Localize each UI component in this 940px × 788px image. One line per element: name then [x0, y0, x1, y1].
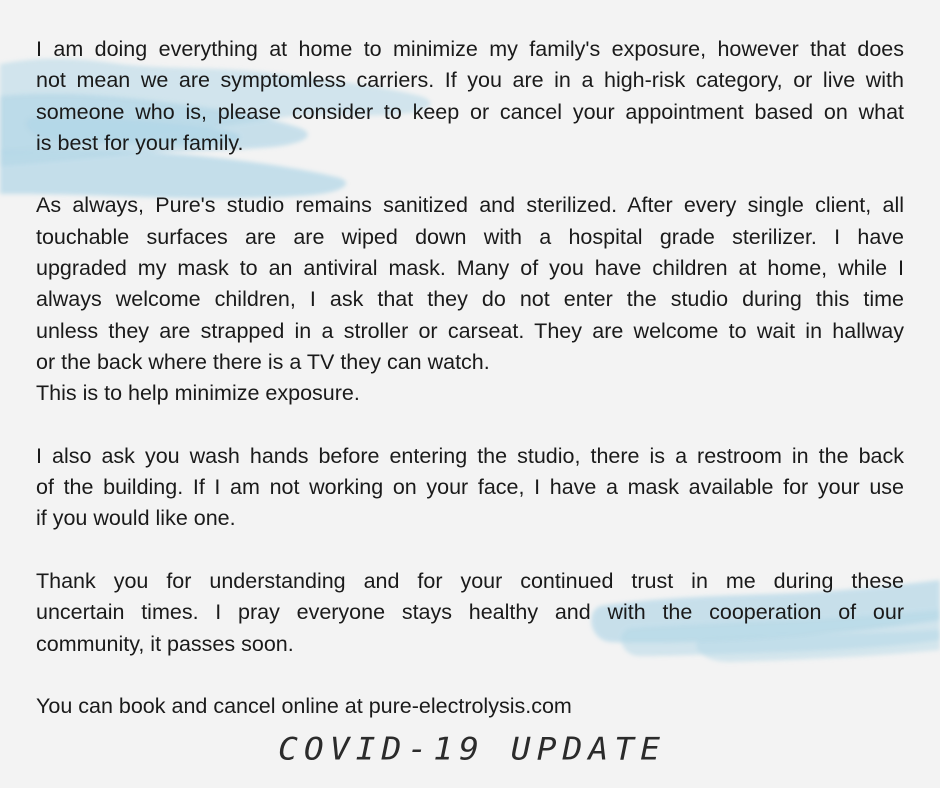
text-line: of the building. If I am not working on your face, I have a mask available for your use — [36, 475, 904, 500]
text-line: community, it passes soon. — [36, 631, 294, 656]
booking-line: You can book and cancel online at pure-electrolysis.com — [36, 694, 572, 719]
text-line: As always, Pure's studio remains sanitized and sterilized. After every single client, all — [36, 193, 904, 218]
text-line: upgraded my mask to an antiviral mask. Many of you have children at home, while I — [36, 256, 904, 281]
text-line: or the back where there is a TV they can watch. — [36, 349, 490, 374]
text-line: This is to help minimize exposure. — [36, 381, 360, 406]
text-line: I am doing everything at home to minimize my family's exposure, however that does — [36, 37, 904, 61]
text-line: uncertain times. I pray everyone stays healthy and with the cooperation of our — [36, 600, 904, 625]
text-line: someone who is, please consider to keep or cancel your appointment based on what — [36, 99, 904, 124]
text-line: is best for your family. — [36, 130, 244, 155]
text-line: not mean we are symptomless carriers. If you are in a high-risk category, or live with — [36, 68, 904, 93]
page-title: COVID-19 UPDATE — [278, 730, 667, 768]
paragraph-exposure — [36, 34, 904, 159]
paragraph-thanks — [36, 566, 904, 660]
notice-body — [36, 34, 904, 723]
paragraph-handwashing — [36, 441, 904, 535]
text-line: touchable surfaces are are wiped down with a hospital grade sterilizer. I have — [36, 224, 904, 249]
text-line: I also ask you wash hands before entering the studio, there is a restroom in the back — [36, 443, 904, 468]
text-line: Thank you for understanding and for your continued trust in me during these — [36, 569, 904, 594]
text-line: if you would like one. — [36, 506, 236, 531]
text-line: unless they are strapped in a stroller or carseat. They are welcome to wait in hallway — [36, 318, 904, 343]
text-line: always welcome children, I ask that they do not enter the studio during this time — [36, 287, 904, 312]
paragraph-sanitation — [36, 190, 904, 409]
